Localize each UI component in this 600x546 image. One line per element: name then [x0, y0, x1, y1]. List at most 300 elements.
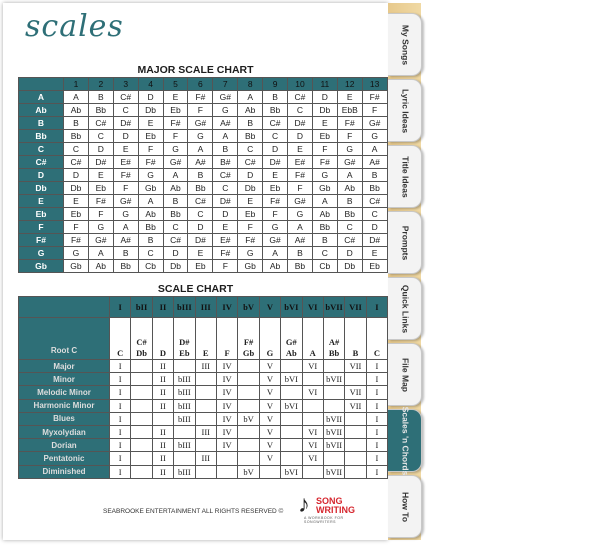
tab-file-map[interactable]	[388, 343, 422, 406]
natural-note: Gb	[242, 348, 255, 358]
note-cell: Gb	[238, 260, 263, 273]
natural-note: B	[352, 348, 359, 358]
note-cell: G	[113, 208, 138, 221]
note-header	[366, 318, 387, 360]
degree-cell	[131, 373, 152, 386]
degree-cell	[152, 412, 173, 425]
natural-note: E	[202, 348, 209, 358]
logo-line-2: WRITING	[316, 505, 355, 515]
note-cell: D	[138, 91, 163, 104]
degree-header: bVI	[281, 297, 302, 318]
workbook-page	[3, 3, 388, 540]
note-cell: B	[188, 169, 213, 182]
note-cell: G#	[88, 234, 113, 247]
note-cell: Ab	[312, 208, 337, 221]
degree-cell	[323, 399, 344, 412]
note-cell: E#	[213, 234, 238, 247]
tab-label: Quick Links	[400, 284, 410, 333]
note-cell: C	[188, 208, 213, 221]
degree-cell	[131, 425, 152, 438]
tab-prompts[interactable]	[388, 211, 422, 274]
key-label: A	[19, 91, 64, 104]
note-cell: E	[113, 143, 138, 156]
note-cell: C	[238, 143, 263, 156]
degree-header: VII	[345, 297, 366, 318]
degree-cell: I	[110, 386, 131, 399]
degree-cell	[216, 465, 237, 478]
note-cell: C	[362, 208, 387, 221]
key-label: F	[19, 221, 64, 234]
note-cell: Bb	[64, 130, 89, 143]
note-cell: B	[113, 247, 138, 260]
tab-my-songs[interactable]	[388, 13, 422, 76]
degree-cell	[323, 386, 344, 399]
note-cell: G#	[288, 195, 313, 208]
note-cell: Db	[312, 104, 337, 117]
note-cell: Cb	[138, 260, 163, 273]
degree-header: 8	[238, 78, 263, 91]
note-cell: C#	[337, 234, 362, 247]
degree-cell	[174, 452, 195, 465]
note-cell: Ab	[263, 260, 288, 273]
note-cell: F#	[64, 234, 89, 247]
copyright-footer: SEABROOKE ENTERTAINMENT ALL RIGHTS RESERVED ©	[103, 508, 284, 515]
note-cell: A	[188, 143, 213, 156]
mode-label: Blues	[19, 412, 110, 425]
degree-cell: V	[259, 439, 280, 452]
note-cell: B	[138, 234, 163, 247]
note-header	[345, 318, 366, 360]
tab-scales-n-chords[interactable]	[388, 406, 422, 475]
tab-label: File Map	[400, 357, 410, 392]
note-cell: C#	[362, 195, 387, 208]
header-corner	[19, 297, 110, 318]
note-cell: E	[337, 91, 362, 104]
note-cell: C#	[213, 169, 238, 182]
table-row	[19, 465, 388, 478]
degree-cell: I	[110, 360, 131, 373]
degree-cell	[131, 452, 152, 465]
degree-cell	[195, 465, 216, 478]
note-header	[195, 318, 216, 360]
logo-tagline: A WORKBOOK FOR SONGWRITERS	[304, 516, 344, 524]
degree-cell	[195, 439, 216, 452]
note-cell: E	[138, 117, 163, 130]
degree-cell: IV	[216, 386, 237, 399]
key-label: E	[19, 195, 64, 208]
degree-cell: I	[110, 412, 131, 425]
degree-cell	[131, 360, 152, 373]
note-cell: Bb	[188, 182, 213, 195]
note-cell: B	[64, 117, 89, 130]
note-cell: G	[238, 247, 263, 260]
degree-cell	[281, 452, 302, 465]
sharp-note: C#	[136, 337, 147, 347]
degree-cell: II	[152, 425, 173, 438]
table-row	[19, 182, 388, 195]
note-cell: A	[362, 143, 387, 156]
degree-header: V	[259, 297, 280, 318]
degree-cell	[131, 439, 152, 452]
degree-cell	[259, 465, 280, 478]
notes-row	[19, 318, 388, 360]
note-cell: F#	[163, 117, 188, 130]
scale-chart-title: SCALE CHART	[157, 283, 234, 295]
degree-cell: I	[366, 452, 387, 465]
degree-cell: bIII	[174, 373, 195, 386]
note-cell: D#	[213, 195, 238, 208]
degree-cell: IV	[216, 399, 237, 412]
key-label: C#	[19, 156, 64, 169]
degree-header: 10	[288, 78, 313, 91]
note-cell: EbB	[337, 104, 362, 117]
note-cell: F#	[312, 156, 337, 169]
note-cell: Db	[138, 104, 163, 117]
natural-note: Db	[136, 348, 148, 358]
note-cell: C	[88, 130, 113, 143]
degree-cell	[238, 425, 259, 438]
mode-label: Pentatonic	[19, 452, 110, 465]
note-cell: F#	[288, 169, 313, 182]
note-cell: F	[337, 130, 362, 143]
note-cell: Eb	[263, 182, 288, 195]
tab-label: Lyric Ideas	[400, 88, 410, 133]
note-cell: Db	[337, 260, 362, 273]
sharp-note: F#	[243, 337, 254, 347]
note-cell: A	[238, 91, 263, 104]
natural-note: C	[373, 348, 380, 358]
degree-cell	[195, 373, 216, 386]
degree-header: 7	[213, 78, 238, 91]
degree-cell: V	[259, 373, 280, 386]
note-header	[238, 318, 259, 360]
degree-cell: bVII	[323, 439, 344, 452]
note-header	[110, 318, 131, 360]
key-label: Ab	[19, 104, 64, 117]
songwriting-logo	[298, 492, 368, 522]
page-title: scales	[25, 9, 124, 44]
degree-cell	[281, 360, 302, 373]
table-row	[19, 221, 388, 234]
table-row	[19, 117, 388, 130]
logo-line-1: SONG	[316, 496, 343, 506]
tab-quick-links[interactable]	[388, 277, 422, 340]
table-row	[19, 439, 388, 452]
note-cell: E#	[288, 156, 313, 169]
tab-label: Scales 'n Chords	[400, 406, 410, 475]
degree-cell: bVI	[281, 399, 302, 412]
note-cell: G	[312, 169, 337, 182]
degree-cell: bVII	[323, 465, 344, 478]
note-cell: D	[188, 221, 213, 234]
note-cell: F	[113, 182, 138, 195]
note-cell: Eb	[163, 104, 188, 117]
major-scale-chart-title: MAJOR SCALE CHART	[137, 64, 254, 76]
table-row	[19, 156, 388, 169]
note-cell: F#	[113, 169, 138, 182]
degree-cell	[131, 412, 152, 425]
note-header	[281, 318, 302, 360]
key-label: C	[19, 143, 64, 156]
degree-cell	[302, 399, 323, 412]
table-row	[19, 169, 388, 182]
mode-label: Minor	[19, 373, 110, 386]
natural-note: G	[266, 348, 274, 358]
natural-note: Bb	[328, 348, 340, 358]
note-header	[174, 318, 195, 360]
table-row	[19, 425, 388, 438]
degree-cell	[345, 425, 366, 438]
degree-header: I	[366, 297, 387, 318]
degree-cell: IV	[216, 439, 237, 452]
note-cell: G	[213, 104, 238, 117]
note-cell: E	[263, 169, 288, 182]
tab-how-to[interactable]	[388, 475, 422, 538]
note-cell: D	[312, 91, 337, 104]
degree-row	[19, 297, 388, 318]
table-row	[19, 91, 388, 104]
key-label: F#	[19, 234, 64, 247]
degree-cell: I	[110, 452, 131, 465]
note-cell: B	[337, 195, 362, 208]
note-cell: A	[263, 247, 288, 260]
note-cell: A	[213, 130, 238, 143]
note-cell: Eb	[64, 208, 89, 221]
degree-cell: VII	[345, 386, 366, 399]
note-cell: Bb	[138, 221, 163, 234]
note-cell: Ab	[138, 208, 163, 221]
note-cell: F#	[337, 117, 362, 130]
table-row	[19, 399, 388, 412]
degree-cell: V	[259, 452, 280, 465]
note-cell: A	[88, 247, 113, 260]
note-cell: G#	[213, 91, 238, 104]
table-row	[19, 412, 388, 425]
degree-cell	[238, 439, 259, 452]
note-cell: F	[263, 208, 288, 221]
note-cell: E	[288, 143, 313, 156]
table-row	[19, 143, 388, 156]
note-cell: E	[362, 247, 387, 260]
note-cell: C	[163, 221, 188, 234]
note-cell: Ab	[238, 104, 263, 117]
degree-cell	[345, 452, 366, 465]
degree-cell: II	[152, 360, 173, 373]
note-cell: C	[64, 143, 89, 156]
degree-cell	[195, 399, 216, 412]
note-cell: G	[188, 130, 213, 143]
degree-cell: III	[195, 425, 216, 438]
degree-header: 12	[337, 78, 362, 91]
note-cell: Gb	[312, 182, 337, 195]
degree-header: IV	[216, 297, 237, 318]
note-cell: Bb	[263, 104, 288, 117]
tab-title-ideas[interactable]	[388, 145, 422, 208]
degree-cell	[216, 452, 237, 465]
note-cell: Bb	[88, 104, 113, 117]
degree-cell: II	[152, 373, 173, 386]
degree-cell	[302, 412, 323, 425]
note-cell: Db	[238, 182, 263, 195]
note-cell: F#	[362, 91, 387, 104]
note-cell: F	[138, 143, 163, 156]
degree-cell	[302, 465, 323, 478]
note-cell: C#	[188, 195, 213, 208]
note-cell: Gb	[138, 182, 163, 195]
degree-cell	[345, 412, 366, 425]
note-cell: Bb	[362, 182, 387, 195]
tab-lyric-ideas[interactable]	[388, 79, 422, 142]
degree-cell: IV	[216, 412, 237, 425]
note-cell: B	[213, 143, 238, 156]
note-cell: F#	[88, 195, 113, 208]
note-header	[323, 318, 344, 360]
degree-cell: VI	[302, 452, 323, 465]
degree-cell: I	[110, 425, 131, 438]
note-cell: A#	[213, 117, 238, 130]
degree-cell: IV	[216, 373, 237, 386]
degree-cell: IV	[216, 425, 237, 438]
mode-label: Diminished	[19, 465, 110, 478]
key-label: G	[19, 247, 64, 260]
table-row	[19, 208, 388, 221]
note-cell: E	[64, 195, 89, 208]
note-cell: A	[113, 221, 138, 234]
degree-cell	[302, 373, 323, 386]
note-cell: F	[288, 182, 313, 195]
key-label: Db	[19, 182, 64, 195]
key-label: Eb	[19, 208, 64, 221]
note-cell: F#	[263, 195, 288, 208]
note-cell: Cb	[312, 260, 337, 273]
note-cell: Ab	[64, 104, 89, 117]
note-cell: Ab	[88, 260, 113, 273]
natural-note: Eb	[179, 348, 190, 358]
note-cell: F	[312, 143, 337, 156]
sharp-note: D#	[179, 337, 190, 347]
natural-note: C	[117, 348, 124, 358]
sharp-note: G#	[285, 337, 297, 347]
degree-cell	[323, 360, 344, 373]
note-cell: C#	[288, 91, 313, 104]
note-cell: Bb	[113, 260, 138, 273]
table-row	[19, 373, 388, 386]
note-cell: C	[312, 247, 337, 260]
degree-cell	[238, 373, 259, 386]
note-cell: F	[88, 208, 113, 221]
root-label: Root C	[19, 318, 110, 360]
degree-header: VI	[302, 297, 323, 318]
degree-header: II	[152, 297, 173, 318]
degree-header: bV	[238, 297, 259, 318]
degree-cell: bIII	[174, 439, 195, 452]
degree-cell: bVII	[323, 412, 344, 425]
degree-cell	[345, 439, 366, 452]
note-cell: C	[337, 221, 362, 234]
table-row	[19, 130, 388, 143]
note-cell: Eb	[238, 208, 263, 221]
natural-note: F	[224, 348, 230, 358]
note-cell: Eb	[312, 130, 337, 143]
note-cell: A	[64, 91, 89, 104]
table-row	[19, 195, 388, 208]
note-cell: B	[362, 169, 387, 182]
degree-cell	[195, 386, 216, 399]
note-cell: Bb	[163, 208, 188, 221]
note-cell: C#	[238, 156, 263, 169]
note-cell: A	[337, 169, 362, 182]
note-cell: D#	[88, 156, 113, 169]
natural-note: A	[309, 348, 316, 358]
degree-cell: II	[152, 399, 173, 412]
degree-cell	[281, 386, 302, 399]
note-cell: D#	[113, 117, 138, 130]
degree-header: 6	[188, 78, 213, 91]
degree-cell: I	[366, 439, 387, 452]
note-cell: F	[163, 130, 188, 143]
degree-cell: I	[366, 360, 387, 373]
note-cell: F#	[188, 91, 213, 104]
degree-cell: I	[366, 425, 387, 438]
note-cell: A	[312, 195, 337, 208]
note-cell: Bb	[337, 208, 362, 221]
degree-cell	[174, 425, 195, 438]
note-cell: G	[337, 143, 362, 156]
note-cell: A#	[288, 234, 313, 247]
music-note-icon: ♪	[298, 491, 310, 518]
note-cell: C	[263, 130, 288, 143]
degree-cell: bIII	[174, 465, 195, 478]
note-cell: D	[238, 169, 263, 182]
note-cell: G#	[263, 234, 288, 247]
degree-header: 11	[312, 78, 337, 91]
note-cell: D	[88, 143, 113, 156]
degree-cell: VII	[345, 399, 366, 412]
note-cell: Db	[163, 260, 188, 273]
key-label: Bb	[19, 130, 64, 143]
table-row	[19, 360, 388, 373]
note-cell: D	[263, 143, 288, 156]
major-scale-table	[18, 77, 388, 273]
scale-chart-table	[18, 296, 388, 479]
note-cell: G	[138, 169, 163, 182]
mode-label: Harmonic Minor	[19, 399, 110, 412]
note-cell: D	[337, 247, 362, 260]
degree-cell	[281, 412, 302, 425]
note-cell: E#	[113, 156, 138, 169]
section-tabs	[388, 3, 428, 540]
degree-cell	[238, 386, 259, 399]
note-cell: C#	[263, 117, 288, 130]
note-cell: D#	[362, 234, 387, 247]
table-row	[19, 260, 388, 273]
note-cell: Db	[64, 182, 89, 195]
note-cell: D#	[263, 156, 288, 169]
note-cell: A#	[113, 234, 138, 247]
degree-cell: bV	[238, 465, 259, 478]
note-cell: Ab	[337, 182, 362, 195]
degree-cell: VII	[345, 360, 366, 373]
note-cell: F	[213, 260, 238, 273]
note-cell: D	[163, 247, 188, 260]
degree-cell: I	[366, 373, 387, 386]
note-cell: Ab	[163, 182, 188, 195]
table-row	[19, 247, 388, 260]
degree-cell: II	[152, 465, 173, 478]
degree-cell: bVI	[281, 373, 302, 386]
degree-cell: II	[152, 386, 173, 399]
degree-cell: I	[366, 465, 387, 478]
